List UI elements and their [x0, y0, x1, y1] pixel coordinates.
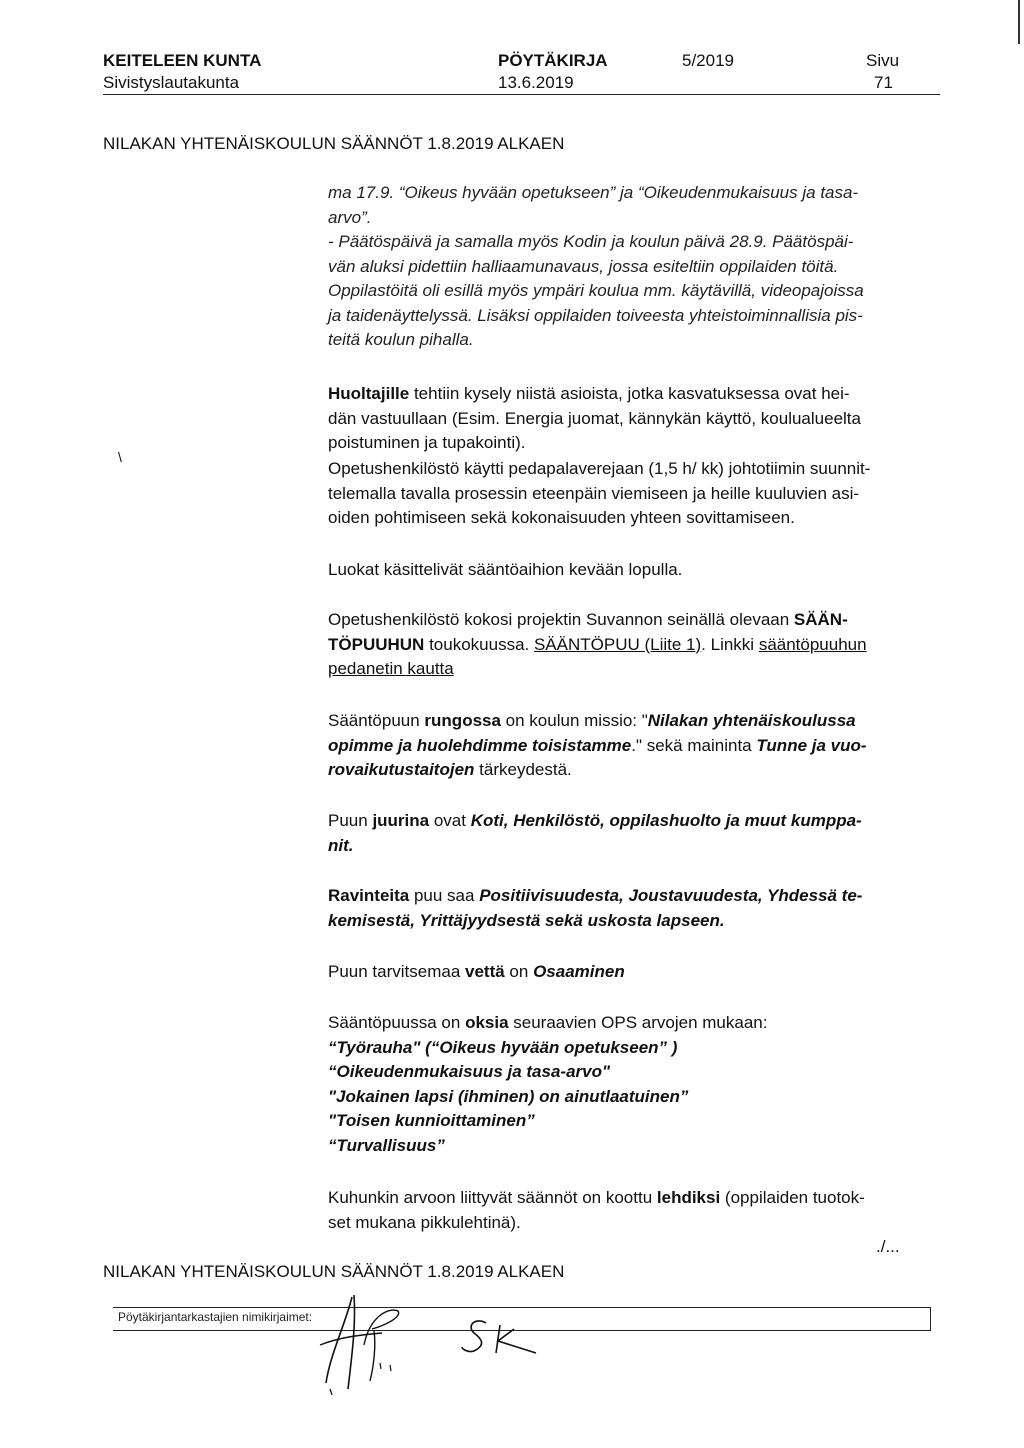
- signature-box-label: Pöytäkirjantarkastajien nimikirjaimet:: [118, 1310, 313, 1324]
- intro-line: ja taidenäyttelyssä. Lisäksi oppilaiden toiveesta yhteistoiminnallisia pis-: [328, 305, 863, 325]
- classes-line: Luokat käsittelivät sääntöaihion kevään lopulla.: [328, 560, 683, 579]
- staff-paragraph: [328, 457, 928, 531]
- header-page-number: 71: [874, 73, 893, 92]
- header-rule: [103, 94, 940, 95]
- trunk-bold: rungossa: [424, 711, 501, 730]
- nutrients-bold: Ravinteita: [328, 886, 410, 905]
- header-number: 5/2019: [682, 51, 734, 70]
- roots-bold: juurina: [372, 811, 430, 830]
- intro-paragraph: [328, 181, 928, 353]
- water-paragraph: [328, 960, 928, 985]
- value-item: “Turvallisuus”: [328, 1135, 445, 1155]
- tree-text: toukokuussa.: [424, 634, 534, 654]
- handwritten-signature: [290, 1285, 590, 1395]
- roots-list: Koti, Henkilöstö, oppilashuolto ja muut kumppa-: [470, 811, 862, 830]
- branches-paragraph: [328, 1011, 928, 1158]
- nutrients-list: kemisestä, Yrittäjyydsestä sekä uskosta lapseen.: [328, 910, 725, 930]
- continues-mark: ./...: [876, 1237, 900, 1256]
- guardians-line: dän vastuullaan (Esim. Energia juomat, kännykän käyttö, koulualueelta: [328, 408, 861, 428]
- header-doc-type: PÖYTÄKIRJA: [498, 51, 608, 70]
- trunk-text: tärkeydestä.: [474, 760, 572, 779]
- tree-bold: SÄÄN-: [793, 610, 848, 629]
- roots-paragraph: [328, 809, 928, 858]
- leaves-line: set mukana pikkulehtinä).: [328, 1212, 521, 1232]
- roots-list: nit.: [328, 835, 354, 855]
- water-text: Puun tarvitsemaa: [328, 962, 466, 981]
- header-dept: Sivistyslautakunta: [103, 73, 240, 92]
- leaves-text: Kuhunkin arvoon liittyvät säännöt on koottu: [328, 1188, 657, 1207]
- scan-edge-mark: [1018, 0, 1020, 44]
- intro-line: arvo”.: [328, 207, 372, 227]
- attachment-link[interactable]: SÄÄNTÖPUU (Liite 1): [533, 634, 702, 654]
- trunk-paragraph: [328, 709, 928, 783]
- guardians-line: poistuminen ja tupakointi).: [328, 433, 526, 452]
- stray-mark: \: [118, 449, 122, 465]
- pedanet-link[interactable]: pedanetin kautta: [328, 659, 454, 678]
- intro-line: teitä koulun pihalla.: [328, 330, 474, 349]
- roots-text: Puun: [328, 811, 373, 830]
- header-org: KEITELEEN KUNTA: [103, 51, 262, 70]
- trunk-text: on koulun missio: ": [500, 711, 648, 730]
- leaves-paragraph: [328, 1186, 928, 1235]
- tree-text: Opetushenkilöstö kokosi projektin Suvannon seinällä olevaan: [328, 610, 794, 629]
- value-item: "Jokainen lapsi (ihminen) on ainutlaatuinen”: [328, 1086, 689, 1106]
- guardians-bold: Huoltajille: [328, 384, 410, 403]
- branches-bold: oksia: [465, 1013, 509, 1032]
- intro-line: Oppilastöitä oli esillä myös ympäri koulua mm. käytävillä, videopajoissa: [328, 281, 864, 300]
- staff-line: Opetushenkilöstö käytti pedapalaverejaan (1,5 h/ kk) johtotiimin suunnit-: [328, 459, 871, 478]
- leaves-text: (oppilaiden tuotok-: [720, 1188, 865, 1207]
- tree-bold: TÖPUUHUN: [328, 634, 425, 654]
- roots-text: ovat: [429, 811, 471, 830]
- header-date: 13.6.2019: [498, 73, 574, 92]
- water-value: Osaaminen: [533, 962, 625, 981]
- footer-title: NILAKAN YHTENÄISKOULUN SÄÄNNÖT 1.8.2019 ALKAEN: [103, 1262, 565, 1281]
- water-bold: vettä: [465, 962, 505, 981]
- trunk-mention: Tunne ja vuo-: [756, 735, 867, 755]
- guardians-paragraph: [328, 382, 928, 456]
- trunk-mission: opimme ja huolehdimme toisistamme: [328, 735, 632, 755]
- classes-paragraph: [328, 558, 928, 583]
- nutrients-list: Positiivisuudesta, Joustavuudesta, Yhdessä te-: [479, 886, 863, 905]
- tree-text: . Linkki: [701, 634, 759, 654]
- trunk-mission: Nilakan yhtenäiskoulussa: [647, 711, 856, 730]
- staff-line: telemalla tavalla prosessin eteenpäin viemiseen ja heille kuuluvien asi-: [328, 483, 860, 503]
- intro-line: vän aluksi pidettiin halliaamunavaus, jossa esiteltiin oppilaiden töitä.: [328, 256, 839, 276]
- document-title: NILAKAN YHTENÄISKOULUN SÄÄNNÖT 1.8.2019 ALKAEN: [103, 134, 565, 153]
- intro-line: - Päätöspäivä ja samalla myös Kodin ja koulun päivä 28.9. Päätöspäi-: [328, 232, 854, 251]
- nutrients-text: puu saa: [409, 886, 480, 905]
- value-item: “Oikeudenmukaisuus ja tasa-arvo": [328, 1062, 611, 1081]
- guardians-text: tehtiin kysely niistä asioista, jotka kasvatuksessa ovat hei-: [409, 384, 850, 403]
- leaves-bold: lehdiksi: [656, 1188, 721, 1207]
- value-item: "Toisen kunnioittaminen”: [328, 1111, 535, 1130]
- trunk-text: ." sekä maininta: [631, 735, 757, 755]
- water-text: on: [504, 962, 534, 981]
- tree-paragraph: [328, 608, 928, 682]
- pedanet-link[interactable]: sääntöpuuhun: [758, 634, 867, 654]
- branches-text: seuraavien OPS arvojen mukaan:: [508, 1013, 768, 1032]
- trunk-mention: rovaikutustaitojen: [328, 760, 475, 779]
- header-page-label: Sivu: [866, 51, 900, 70]
- value-item: “Työrauha" (“Oikeus hyvään opetukseen” ): [328, 1037, 678, 1057]
- staff-line: oiden pohtimiseen sekä kokonaisuuden yhteen sovittamiseen.: [328, 508, 795, 527]
- nutrients-paragraph: [328, 884, 928, 933]
- intro-line: ma 17.9. “Oikeus hyvään opetukseen” ja “Oikeudenmukaisuus ja tasa-: [328, 183, 859, 202]
- trunk-text: Sääntöpuun: [328, 711, 425, 730]
- branches-text: Sääntöpuussa on: [328, 1013, 466, 1032]
